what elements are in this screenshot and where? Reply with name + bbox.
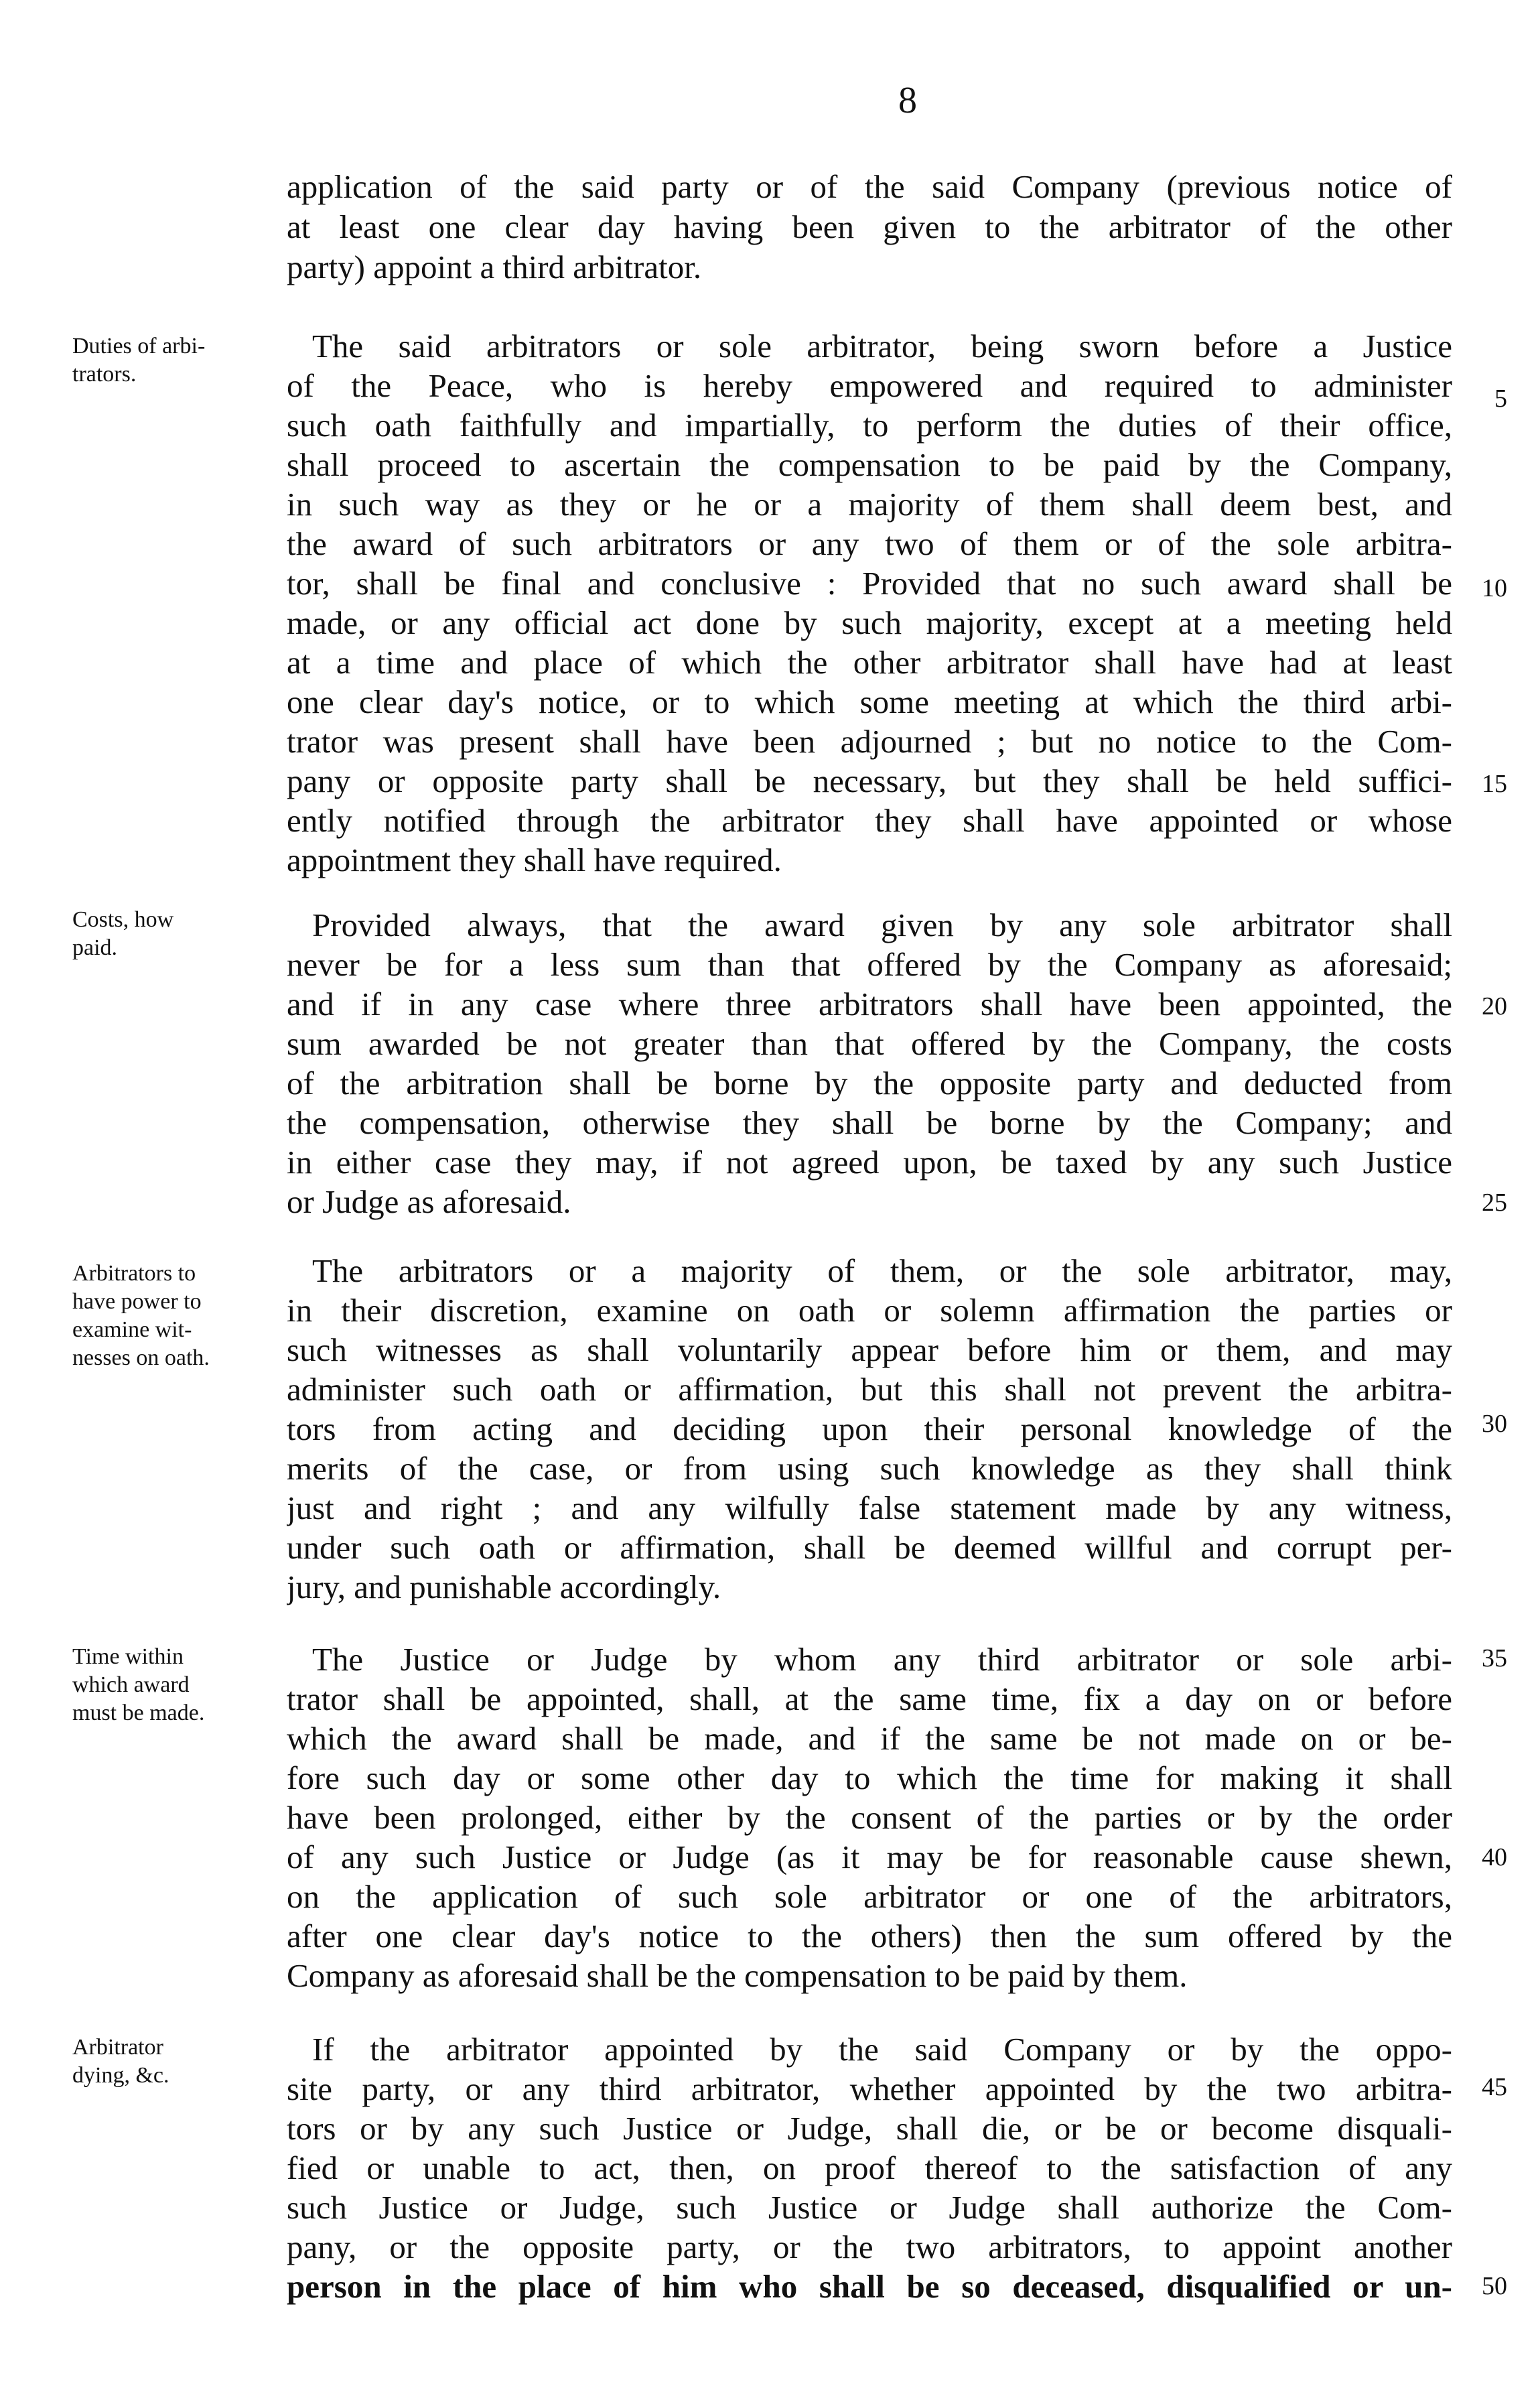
- text-line: fied or unable to act, then, on proof thereof to the satisfaction of any: [287, 2149, 1452, 2186]
- page-number: 8: [898, 80, 917, 121]
- text-line: administer such oath or affirmation, but this shall not prevent the arbitra-: [287, 1371, 1452, 1408]
- text-line: the award of such arbitrators or any two of them or of the sole arbitra-: [287, 525, 1452, 562]
- line-number: 50: [1482, 2272, 1507, 2300]
- margin-note-line: examine wit-: [72, 1317, 192, 1342]
- text-line: appointment they shall have required.: [287, 842, 782, 878]
- line-number: 45: [1482, 2073, 1507, 2101]
- text-line: of the arbitration shall be borne by the opposite party and deducted from: [287, 1065, 1452, 1102]
- margin-note-line: paid.: [72, 935, 118, 960]
- text-line: jury, and punishable accordingly.: [287, 1569, 721, 1605]
- text-line: the compensation, otherwise they shall be borne by the Company; and: [287, 1104, 1452, 1141]
- margin-note-line: Time within: [72, 1644, 184, 1669]
- margin-note-line: which award: [72, 1672, 190, 1697]
- text-line: of any such Justice or Judge (as it may be for reasonable cause shewn,: [287, 1839, 1452, 1875]
- line-number: 35: [1482, 1644, 1507, 1672]
- margin-note-line: trators.: [72, 362, 137, 387]
- text-line: such witnesses as shall voluntarily appear before him or them, and may: [287, 1331, 1452, 1368]
- text-line: in their discretion, examine on oath or solemn affirmation the parties or: [287, 1292, 1452, 1329]
- text-line: pany, or the opposite party, or the two arbitrators, to appoint another: [287, 2228, 1452, 2265]
- margin-note-line: dying, &c.: [72, 2063, 169, 2088]
- text-line: in either case they may, if not agreed upon, be taxed by any such Justice: [287, 1144, 1452, 1181]
- margin-note-line: nesses on oath.: [72, 1345, 210, 1370]
- text-line: tors from acting and deciding upon their personal knowledge of the: [287, 1410, 1452, 1447]
- margin-note-arbitrator-dying: [72, 2034, 273, 2090]
- text-line: or Judge as aforesaid.: [287, 1183, 571, 1220]
- text-line: ently notified through the arbitrator they shall have appointed or whose: [287, 802, 1452, 839]
- text-line: trator was present shall have been adjourned ; but no notice to the Com-: [287, 723, 1452, 760]
- text-line: trator shall be appointed, shall, at the same time, fix a day on or before: [287, 1680, 1452, 1717]
- text-line: under such oath or affirmation, shall be deemed willful and corrupt per-: [287, 1529, 1452, 1566]
- line-number: 5: [1494, 385, 1507, 413]
- text-line: after one clear day's notice to the others) then the sum offered by the: [287, 1918, 1452, 1954]
- text-line: never be for a less sum than that offered by the Company as aforesaid;: [287, 946, 1452, 983]
- line-number: 30: [1482, 1410, 1507, 1438]
- margin-note-time-within: [72, 1643, 273, 1727]
- text-line: just and right ; and any wilfully false statement made by any witness,: [287, 1489, 1452, 1526]
- margin-note-line: have power to: [72, 1289, 202, 1314]
- text-line: application of the said party or of the said Company (previous notice of: [287, 168, 1452, 205]
- text-line: Company as aforesaid shall be the compensation to be paid by them.: [287, 1957, 1188, 1994]
- text-line: fore such day or some other day to which the time for making it shall: [287, 1759, 1452, 1796]
- margin-note-line: must be made.: [72, 1701, 205, 1725]
- text-line: site party, or any third arbitrator, whether appointed by the two arbitra-: [287, 2070, 1452, 2107]
- text-line: one clear day's notice, or to which some meeting at which the third arbi-: [287, 683, 1452, 720]
- text-line: of the Peace, who is hereby empowered and required to administer: [287, 367, 1452, 404]
- line-number: 20: [1482, 992, 1507, 1020]
- line-number: 40: [1482, 1843, 1507, 1871]
- text-line: which the award shall be made, and if the same be not made on or be-: [287, 1720, 1452, 1757]
- line-number: 10: [1482, 574, 1507, 602]
- text-line: merits of the case, or from using such knowledge as they shall think: [287, 1450, 1452, 1487]
- text-line: at least one clear day having been given to the arbitrator of the other: [287, 208, 1452, 245]
- margin-note-duties: [72, 332, 273, 389]
- margin-note-line: Duties of arbi-: [72, 334, 206, 358]
- text-line: pany or opposite party shall be necessary, but they shall be held suffici-: [287, 762, 1452, 799]
- line-number: 25: [1482, 1189, 1507, 1217]
- text-line: and if in any case where three arbitrators shall have been appointed, the: [287, 986, 1452, 1022]
- text-line: such Justice or Judge, such Justice or Judge shall authorize the Com-: [287, 2189, 1452, 2226]
- text-line: tor, shall be final and conclusive : Provided that no such award shall be: [287, 565, 1452, 602]
- line-number: 15: [1482, 770, 1507, 798]
- text-line: in such way as they or he or a majority of them shall deem best, and: [287, 486, 1452, 523]
- margin-note-arbitrators-power: [72, 1260, 273, 1372]
- text-line: shall proceed to ascertain the compensation to be paid by the Company,: [287, 446, 1452, 483]
- margin-note-line: Costs, how: [72, 907, 174, 932]
- text-line: Provided always, that the award given by any sole arbitrator shall: [312, 907, 1452, 943]
- text-line: made, or any official act done by such majority, except at a meeting held: [287, 604, 1452, 641]
- margin-note-costs: [72, 906, 273, 962]
- margin-note-line: Arbitrators to: [72, 1261, 196, 1286]
- text-line: The Justice or Judge by whom any third arbitrator or sole arbi-: [312, 1641, 1452, 1678]
- text-line: person in the place of him who shall be so deceased, disqualified or un-: [287, 2268, 1452, 2305]
- text-line: at a time and place of which the other arbitrator shall have had at least: [287, 644, 1452, 681]
- margin-note-line: Arbitrator: [72, 2035, 163, 2060]
- text-line: tors or by any such Justice or Judge, shall die, or be or become disquali-: [287, 2110, 1452, 2147]
- text-line: sum awarded be not greater than that offered by the Company, the costs: [287, 1025, 1452, 1062]
- text-line: The said arbitrators or sole arbitrator, being sworn before a Justice: [312, 328, 1452, 364]
- text-line: have been prolonged, either by the consent of the parties or by the order: [287, 1799, 1452, 1836]
- text-line: The arbitrators or a majority of them, or the sole arbitrator, may,: [312, 1252, 1452, 1289]
- text-line: on the application of such sole arbitrator or one of the arbitrators,: [287, 1878, 1452, 1915]
- text-line: If the arbitrator appointed by the said Company or by the oppo-: [312, 2031, 1452, 2068]
- text-line: such oath faithfully and impartially, to perform the duties of their office,: [287, 407, 1452, 444]
- text-line: party) appoint a third arbitrator.: [287, 249, 702, 285]
